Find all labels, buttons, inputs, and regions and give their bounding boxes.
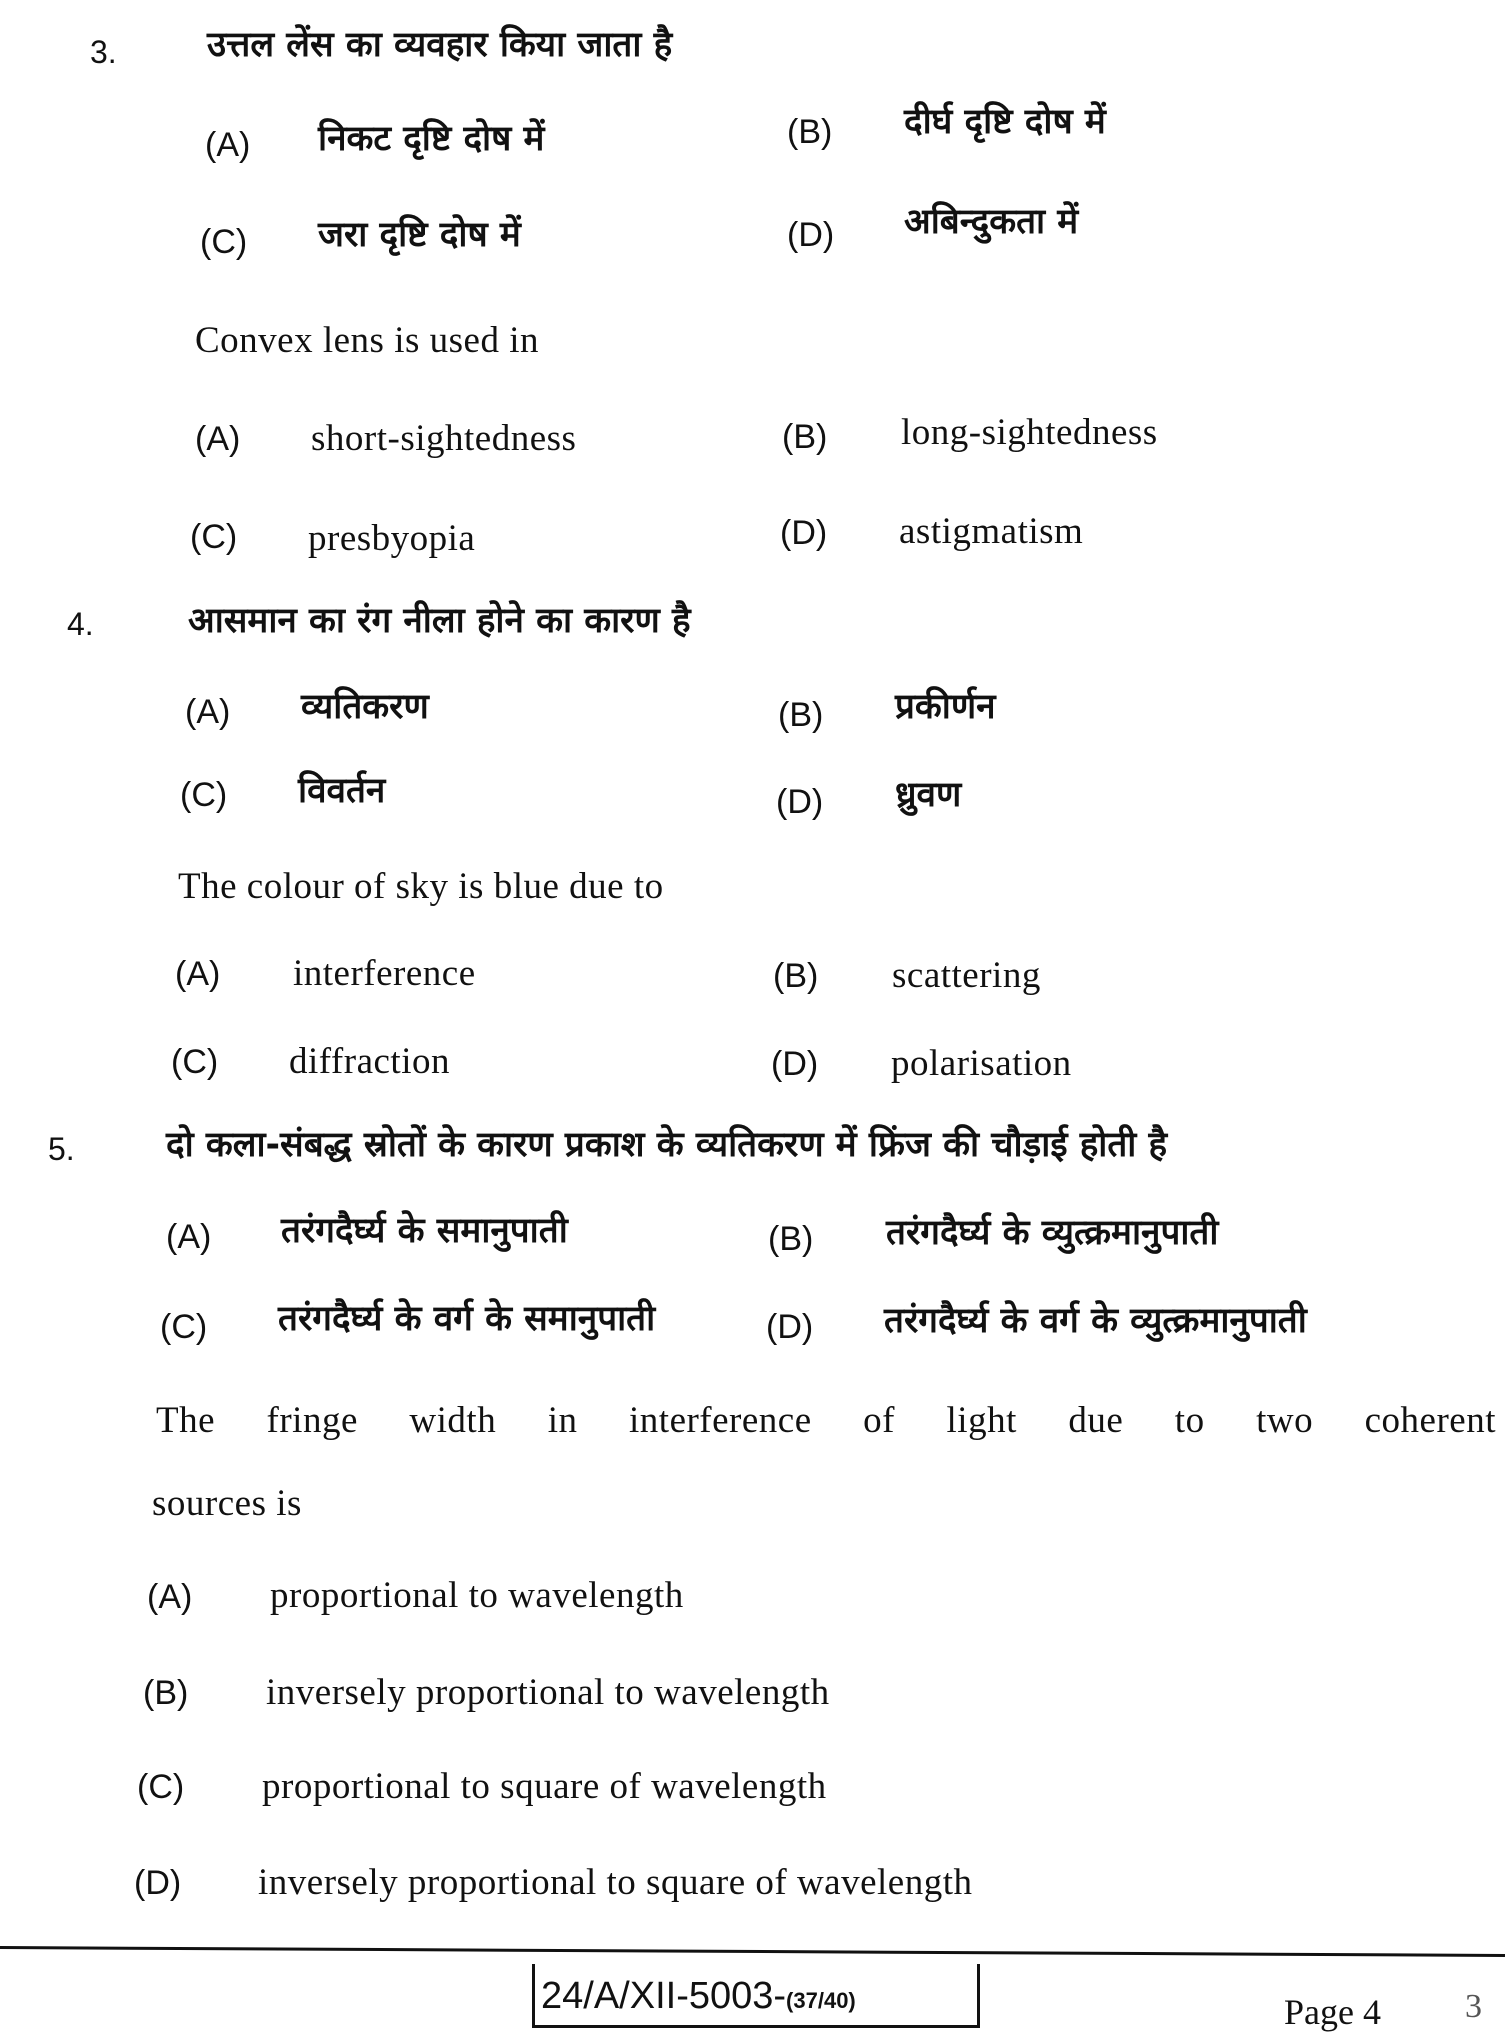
q5-hi-label-c: (C) — [160, 1308, 208, 1346]
q5-hindi-question: दो कला-संबद्ध स्रोतों के कारण प्रकाश के व्यतिकरण में फ्रिंज की चौड़ाई होती है — [166, 1125, 1168, 1165]
q5-en-option-d: inversely proportional to square of wavelength — [258, 1862, 973, 1903]
q4-hi-option-d: ध्रुवण — [895, 775, 962, 815]
q3-en-option-b: long-sightedness — [901, 412, 1158, 453]
q3-english-question: Convex lens is used in — [195, 320, 539, 361]
page-number: Page 4 — [1284, 1992, 1381, 2032]
q3-hi-label-d: (D) — [787, 216, 835, 254]
q3-en-option-c: presbyopia — [308, 518, 476, 559]
q4-hi-option-b: प्रकीर्णन — [895, 687, 996, 727]
q5-english-question-line2: sources is — [152, 1483, 302, 1524]
q4-english-question: The colour of sky is blue due to — [178, 866, 664, 907]
q5-hi-label-a: (A) — [166, 1218, 212, 1256]
paper-code-suffix: (37/40) — [786, 1988, 856, 2013]
paper-code: 24/A/XII-5003- — [541, 1975, 787, 2017]
q4-hi-label-a: (A) — [185, 693, 231, 731]
q3-number: 3. — [90, 34, 117, 70]
q4-en-label-a: (A) — [175, 955, 221, 993]
q5-en-label-a: (A) — [147, 1578, 193, 1616]
q5-en-label-d: (D) — [134, 1864, 182, 1902]
q4-en-option-a: interference — [293, 953, 476, 994]
paper-code-box — [532, 1964, 980, 2028]
q5-hi-option-a: तरंगदैर्घ्य के समानुपाती — [281, 1211, 568, 1251]
q3-hi-label-b: (B) — [787, 113, 833, 151]
q4-en-label-b: (B) — [773, 957, 819, 995]
q5-en-label-c: (C) — [137, 1768, 185, 1806]
page-number-extra: 3 — [1465, 1988, 1482, 2025]
q3-en-option-a: short-sightedness — [311, 418, 577, 459]
q3-hi-option-d: अबिन्दुकता में — [904, 202, 1079, 242]
q4-hi-label-d: (D) — [776, 783, 824, 821]
q3-en-label-b: (B) — [782, 418, 828, 456]
q5-number: 5. — [48, 1131, 75, 1167]
q3-hi-label-a: (A) — [205, 126, 251, 164]
q5-english-question-line1: The fringe width in interference of light due to two coherent — [156, 1400, 1496, 1441]
q5-hi-option-b: तरंगदैर्घ्य के व्युत्क्रमानुपाती — [886, 1213, 1219, 1253]
q4-en-option-c: diffraction — [289, 1041, 450, 1082]
footer-rule — [0, 1946, 1505, 1957]
q3-hi-option-c: जरा दृष्टि दोष में — [318, 215, 521, 255]
q3-hi-option-a: निकट दृष्टि दोष में — [318, 119, 545, 159]
q5-en-label-b: (B) — [143, 1674, 189, 1712]
q4-en-label-d: (D) — [771, 1045, 819, 1083]
q5-hi-option-d: तरंगदैर्घ्य के वर्ग के व्युत्क्रमानुपाती — [884, 1301, 1307, 1341]
q3-en-label-a: (A) — [195, 420, 241, 458]
q3-en-label-c: (C) — [190, 518, 238, 556]
q5-hi-label-d: (D) — [766, 1308, 814, 1346]
q4-hi-option-c: विवर्तन — [298, 771, 386, 811]
q4-hi-label-c: (C) — [180, 776, 228, 814]
q5-en-option-a: proportional to wavelength — [270, 1575, 684, 1616]
q4-number: 4. — [67, 606, 94, 642]
q5-en-option-c: proportional to square of wavelength — [262, 1766, 827, 1807]
q3-hi-option-b: दीर्घ दृष्टि दोष में — [904, 102, 1106, 142]
q4-hi-option-a: व्यतिकरण — [301, 687, 429, 727]
q4-hindi-question: आसमान का रंग नीला होने का कारण है — [188, 601, 691, 641]
q5-en-option-b: inversely proportional to wavelength — [266, 1672, 830, 1713]
q3-hindi-question: उत्तल लेंस का व्यवहार किया जाता है — [207, 25, 673, 65]
q3-hi-label-c: (C) — [200, 223, 248, 261]
q5-hi-option-c: तरंगदैर्घ्य के वर्ग के समानुपाती — [278, 1299, 656, 1339]
q4-hi-label-b: (B) — [778, 696, 824, 734]
q3-en-option-d: astigmatism — [899, 511, 1084, 552]
q4-en-label-c: (C) — [171, 1043, 219, 1081]
q4-en-option-d: polarisation — [891, 1043, 1072, 1084]
q5-hi-label-b: (B) — [768, 1220, 814, 1258]
q4-en-option-b: scattering — [892, 955, 1041, 996]
q3-en-label-d: (D) — [780, 514, 828, 552]
